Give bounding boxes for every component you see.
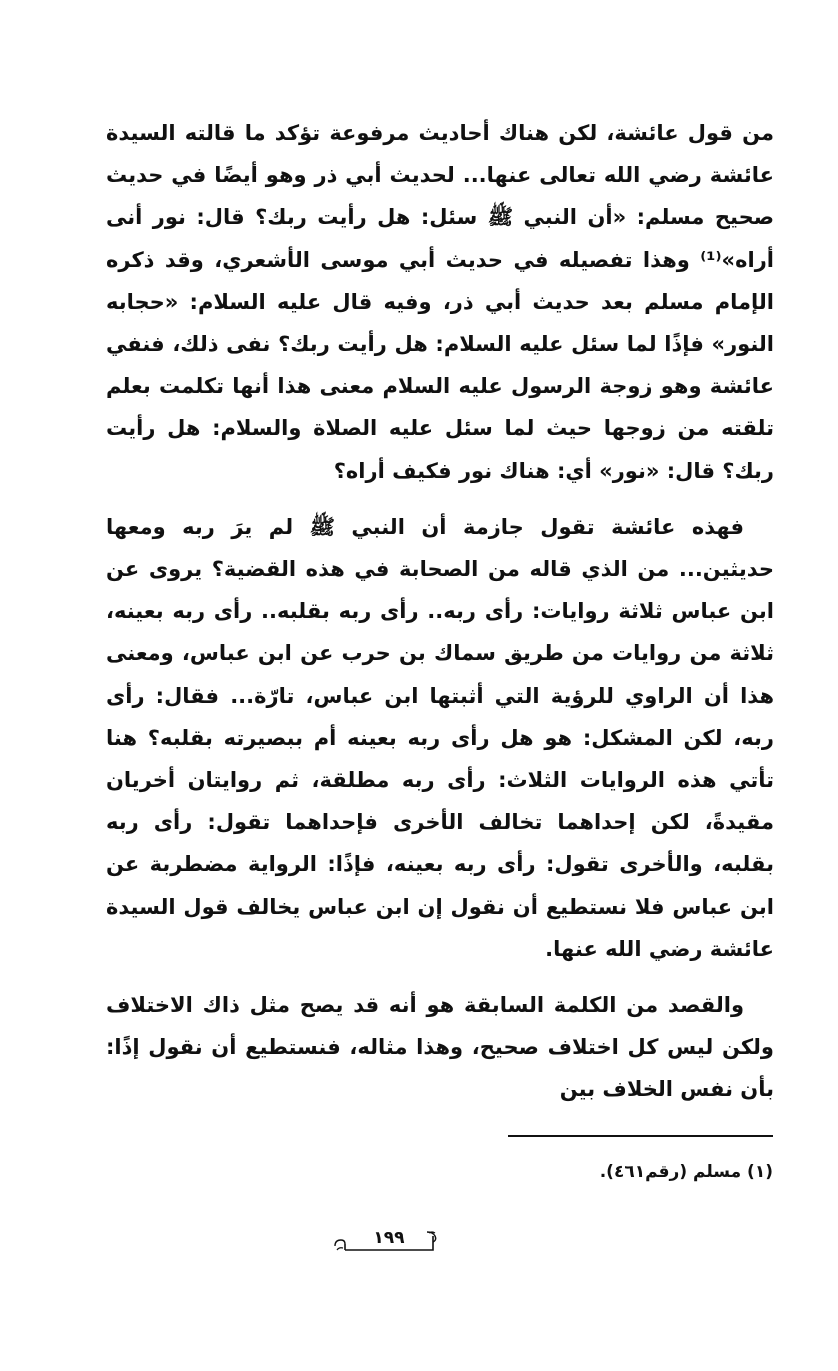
paragraph-3: والقصد من الكلمة السابقة هو أنه قد يصح مثل ذاك الاختلاف ولكن ليس كل اختلاف صحيح، وهذا مثاله، فنستطيع أن نقول إذًا: بأن نفس الخلاف بين — [106, 993, 774, 1102]
page-number-ornament — [333, 1230, 445, 1252]
footnote-divider — [508, 1135, 773, 1137]
footnote: (١) مسلم (رقم٤٦١). — [599, 1162, 773, 1182]
body-text — [106, 112, 774, 1111]
paragraph-2: فهذه عائشة تقول جازمة أن النبي ﷺ لم يرَ ربه ومعها حديثين... من الذي قاله من الصحابة في هذه القضية؟ يروى عن ابن عباس ثلاثة روايات: رأى ربه.. رأى ربه بقلبه.. رأى ربه بعينه، ثلاثة من روايات من طريق سماك بن حرب عن ابن عباس، ومعنى هذا أن الراوي للرؤية التي أثبتها ابن عباس، تارّة... فقال: رأى ربه، لكن المشكل: هو هل رأى ربه بعينه أم ببصيرته بقلبه؟ هنا تأتي هذه الروايات الثلاث: رأى ربه مطلقة، ثم روايتان أخريان مقيدةً، لكن إحداهما تخالف الأخرى فإحداهما تقول: رأى ربه بقلبه، والأخرى تقول: رأى ربه بعينه، فإذًا: الرواية مضطربة عن ابن عباس فلا نستطيع أن نقول إن ابن عباس يخالف قول السيدة عائشة رضي الله عنها. — [106, 514, 774, 961]
paragraph-1: من قول عائشة، لكن هناك أحاديث مرفوعة تؤكد ما قالته السيدة عائشة رضي الله تعالى عنها... لحديث أبي ذر وهو أيضًا في حديث صحيح مسلم: «أن النبي ﷺ سئل: هل رأيت ربك؟ قال: نور أنى أراه»⁽¹⁾ وهذا تفصيله في حديث أبي موسى الأشعري، وقد ذكره الإمام مسلم بعد حديث أبي ذر، وفيه قال عليه السلام: «حجابه النور» فإذًا لما سئل عليه السلام: هل رأيت ربك؟ نفى ذلك، فنفي عائشة وهو زوجة الرسول عليه السلام معنى هذا أنها تكلمت بعلم تلقته من زوجها حيث لما سئل عليه الصلاة والسلام: هل رأيت ربك؟ قال: «نور» أي: هناك نور فكيف أراه؟ — [106, 121, 774, 483]
page-number: ١٩٩ — [373, 1228, 405, 1248]
